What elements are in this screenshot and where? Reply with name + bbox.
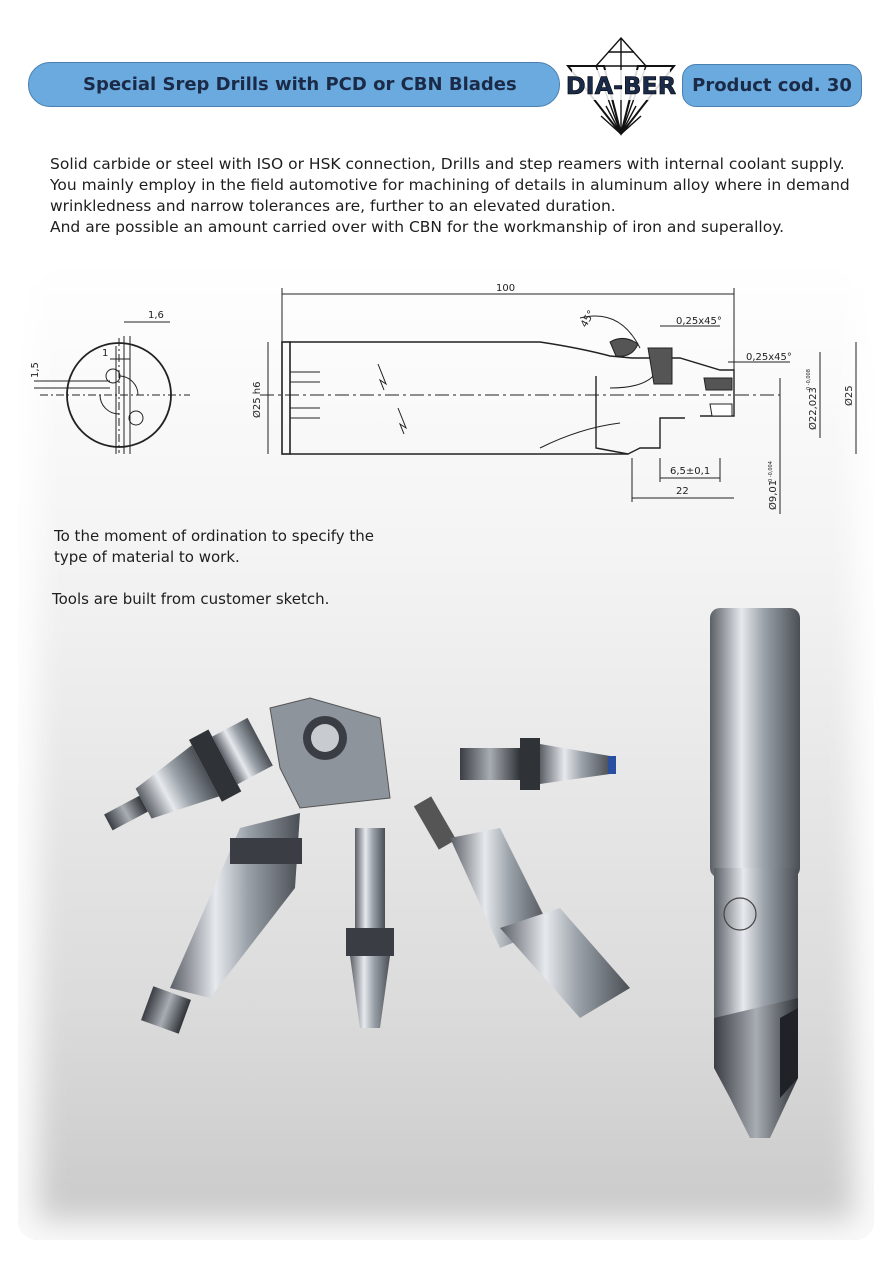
technical-drawing [20, 278, 870, 518]
workpiece-housing [270, 698, 390, 808]
tool-holder-2 [141, 813, 302, 1034]
dim-1: 1 [102, 348, 109, 359]
tol-d22: 0 -0,008 [806, 369, 812, 390]
product-code: Product cod. 30 [692, 75, 852, 96]
dim-45: 45° [579, 308, 598, 330]
dim-d22: Ø22,023 [808, 387, 819, 430]
tool-holder-3 [346, 828, 394, 1028]
tol-d9: 0 -0,004 [768, 461, 774, 482]
intro-text [50, 154, 860, 238]
page-title: Special Srep Drills with PCD or CBN Blades [83, 74, 517, 95]
dim-22: 22 [676, 486, 689, 497]
dim-1-6: 1,6 [148, 310, 164, 321]
logo-text: DIA-BER [566, 72, 676, 100]
intro-line-2: You mainly employ in the field automotive for machining of details in aluminum alloy where in demand wrinkledness and narrow tolerances are, further to an elevated duration. [50, 176, 850, 215]
dim-d25h6: Ø25 h6 [252, 381, 263, 418]
ordination-note: To the moment of ordination to specify the type of material to work. [54, 527, 375, 566]
dim-d9: Ø9,01 [768, 479, 779, 510]
dim-6-5: 6,5±0,1 [670, 466, 711, 477]
tool-holder-5 [460, 738, 616, 790]
sketch-note: Tools are built from customer sketch. [52, 590, 330, 608]
large-drill-image [710, 608, 800, 1138]
dim-1-5: 1,5 [30, 362, 41, 378]
dim-chamfer-1: 0,25x45° [676, 316, 722, 327]
product-photo [80, 598, 880, 1158]
tool-holder-4 [414, 796, 630, 1018]
dia-ber-logo [566, 36, 676, 138]
dim-chamfer-2: 0,25x45° [746, 352, 792, 363]
dim-100: 100 [496, 283, 516, 294]
dim-d25: Ø25 [844, 385, 855, 406]
product-code-banner [682, 64, 862, 107]
intro-line-3: And are possible an amount carried over with CBN for the workmanship of iron and superalloy. [50, 218, 785, 236]
page-title-banner [28, 62, 560, 107]
intro-line-1: Solid carbide or steel with ISO or HSK connection, Drills and step reamers with internal coolant supply. [50, 155, 845, 173]
